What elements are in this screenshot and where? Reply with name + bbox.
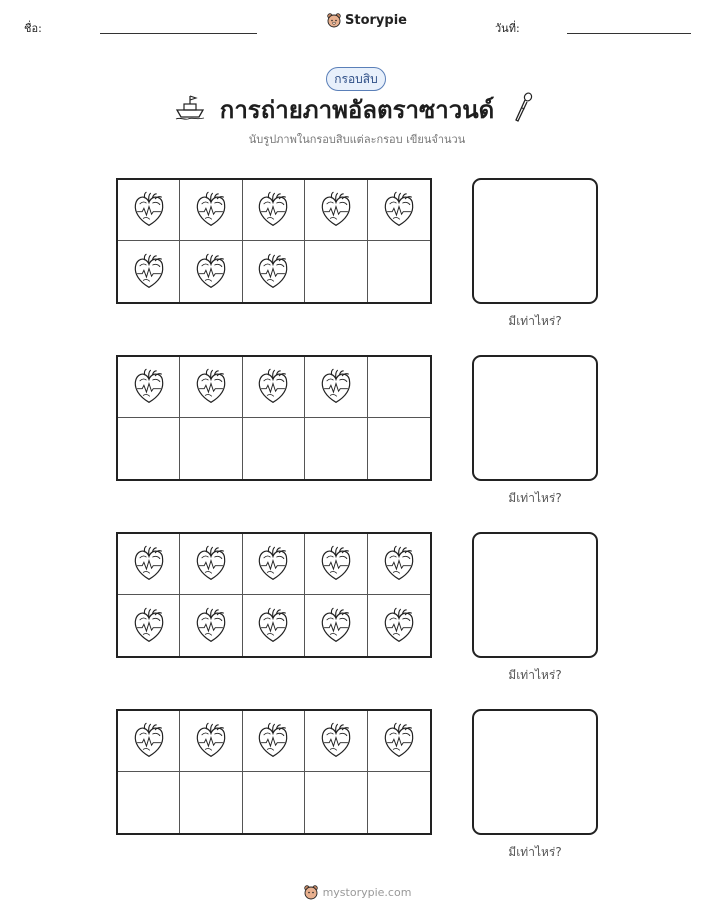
ten-frame-cell	[118, 241, 180, 302]
heart-icon	[382, 190, 416, 230]
date-line[interactable]	[567, 33, 691, 34]
how-many-label: มีเท่าไหร่?	[508, 845, 562, 859]
heart-icon	[132, 721, 166, 761]
ten-frame-cell	[305, 241, 367, 302]
ten-frame-cell	[368, 241, 430, 302]
ten-frame-cell	[368, 772, 430, 833]
heart-icon	[382, 544, 416, 584]
brand-name: Storypie	[345, 12, 407, 28]
ten-frame-cell	[180, 418, 242, 479]
heart-icon	[319, 544, 353, 584]
name-label: ชื่อ:	[24, 22, 42, 35]
heart-icon	[256, 252, 290, 292]
heart-icon	[256, 190, 290, 230]
ten-frame-cell	[180, 711, 242, 772]
heart-icon	[256, 544, 290, 584]
ten-frame-cell	[305, 534, 367, 595]
heart-icon	[319, 721, 353, 761]
ten-frame-cell	[243, 534, 305, 595]
instructions: นับรูปภาพในกรอบสิบแต่ละกรอบ เขียนจำนวน	[248, 133, 466, 146]
ten-frame-cell	[118, 534, 180, 595]
ten-frame-cell	[305, 357, 367, 418]
heart-icon	[194, 606, 228, 646]
how-many-label: มีเท่าไหร่?	[508, 314, 562, 328]
heart-icon	[319, 367, 353, 407]
ten-frame-cell	[368, 418, 430, 479]
ten-frame-cell	[243, 595, 305, 656]
heart-icon	[382, 721, 416, 761]
heart-icon	[194, 721, 228, 761]
heart-icon	[256, 367, 290, 407]
heart-icon	[132, 606, 166, 646]
brand-logo	[326, 12, 407, 28]
ten-frame-cell	[180, 595, 242, 656]
ten-frame-cell	[243, 772, 305, 833]
heart-icon	[132, 252, 166, 292]
ten-frame-cell	[243, 357, 305, 418]
ten-frame-cell	[118, 772, 180, 833]
ten-frame-cell	[368, 595, 430, 656]
ten-frame-cell	[118, 418, 180, 479]
ten-frame-cell	[368, 357, 430, 418]
name-line[interactable]	[100, 33, 257, 34]
ten-frame-cell	[243, 241, 305, 302]
ten-frame-cell	[243, 418, 305, 479]
heart-icon	[382, 606, 416, 646]
footer-url: mystorypie.com	[322, 885, 412, 899]
how-many-label: มีเท่าไหร่?	[508, 491, 562, 505]
ten-frame-cell	[368, 534, 430, 595]
ten-frame-cell	[305, 772, 367, 833]
heart-icon	[132, 544, 166, 584]
heart-icon	[132, 190, 166, 230]
ten-frame-cell	[368, 711, 430, 772]
ten-frame-cell	[305, 595, 367, 656]
heart-icon	[256, 606, 290, 646]
topic-tag: กรอบสิบ	[326, 67, 386, 91]
ten-frame-cell	[305, 418, 367, 479]
ten-frame-cell	[243, 180, 305, 241]
ten-frame-cell	[305, 180, 367, 241]
ten-frame-cell	[368, 180, 430, 241]
ten-frame-cell	[305, 711, 367, 772]
ten-frame-cell	[118, 357, 180, 418]
answer-box-4[interactable]	[472, 709, 598, 835]
heart-icon	[319, 606, 353, 646]
ten-frame-4	[116, 709, 432, 835]
how-many-label: มีเท่าไหร่?	[508, 668, 562, 682]
ten-frame-cell	[180, 241, 242, 302]
ten-frame-cell	[118, 595, 180, 656]
ten-frame-cell	[180, 357, 242, 418]
ten-frame-cell	[180, 772, 242, 833]
heart-icon	[319, 190, 353, 230]
page-title: การถ่ายภาพอัลตราซาวนด์	[219, 96, 495, 124]
heart-icon	[256, 721, 290, 761]
ten-frame-cell	[118, 711, 180, 772]
ten-frame-cell	[118, 180, 180, 241]
ten-frame-3	[116, 532, 432, 658]
answer-box-3[interactable]	[472, 532, 598, 658]
footer	[0, 884, 714, 900]
heart-icon	[194, 252, 228, 292]
heart-icon	[194, 190, 228, 230]
ten-frame-cell	[243, 711, 305, 772]
ten-frame-1	[116, 178, 432, 304]
heart-icon	[194, 367, 228, 407]
answer-box-1[interactable]	[472, 178, 598, 304]
heart-icon	[194, 544, 228, 584]
answer-box-2[interactable]	[472, 355, 598, 481]
bear-logo-icon	[303, 884, 319, 900]
paintbrush-icon	[512, 92, 534, 124]
date-label: วันที่:	[495, 22, 520, 35]
bear-logo-icon	[326, 12, 342, 28]
ten-frame-cell	[180, 180, 242, 241]
ten-frame-cell	[180, 534, 242, 595]
heart-icon	[132, 367, 166, 407]
ten-frame-2	[116, 355, 432, 481]
